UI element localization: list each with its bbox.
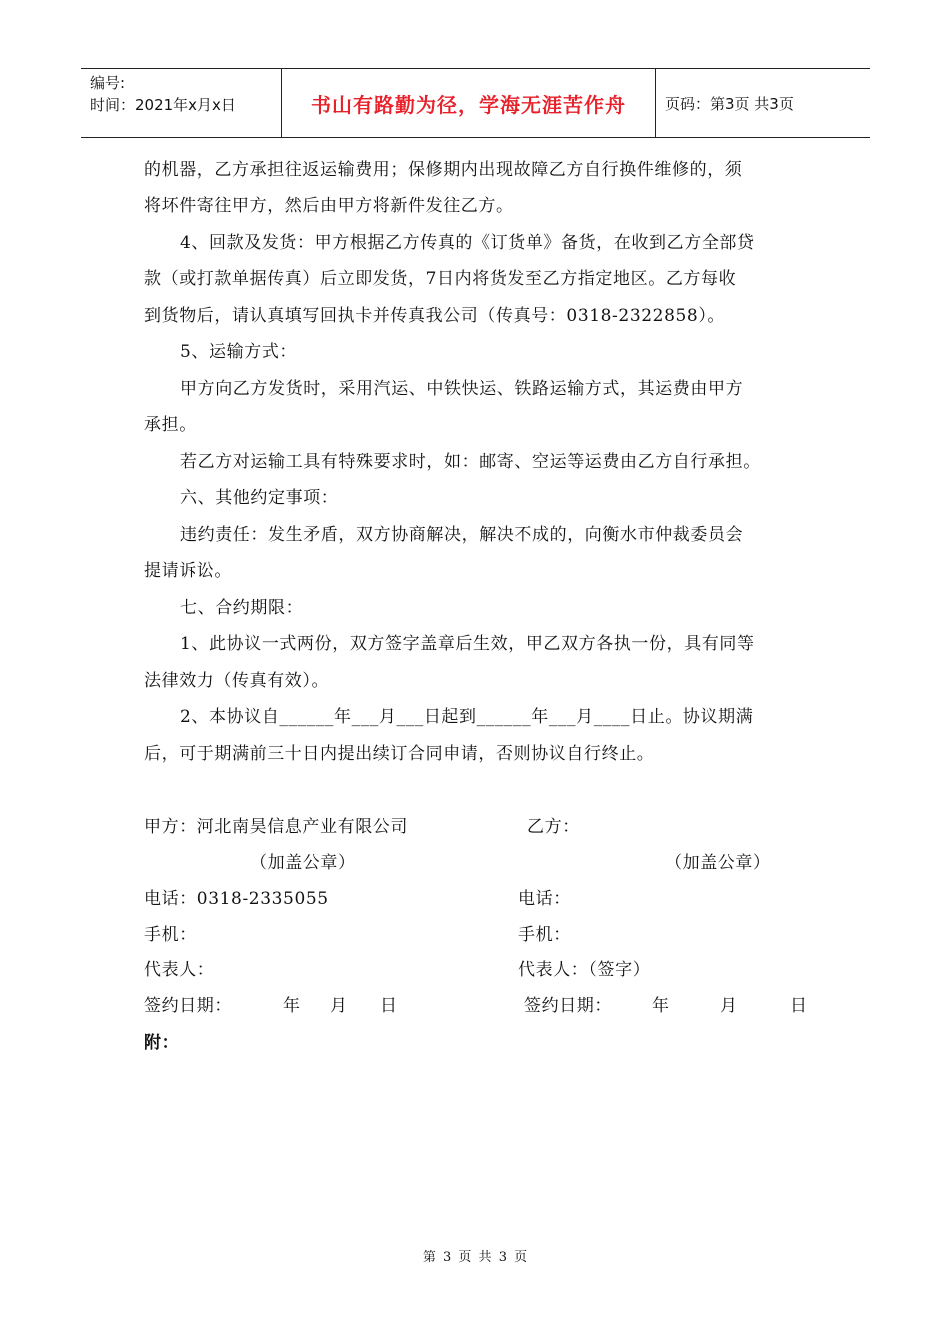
representative-b: 代表人：（签字）	[518, 960, 651, 980]
header-page-info: 页码：第3页 共3页	[665, 94, 794, 113]
party-a: 甲方：河北南昊信息产业有限公司	[144, 817, 408, 837]
date-line: 时间：2021年x月x日	[90, 96, 236, 114]
representative-a: 代表人：	[144, 960, 215, 980]
sign-date-b-day: 日	[790, 996, 808, 1016]
body-line: 的机器，乙方承担往返运输费用；保修期内出现故障乙方自行换件维修的，须	[144, 160, 743, 180]
seal-b: （加盖公章）	[665, 853, 771, 873]
sign-date-a-year: 年	[283, 996, 301, 1016]
body-line: 六、其他约定事项：	[180, 488, 339, 508]
body-line: 七、合约期限：	[180, 598, 304, 618]
sign-date-a-month: 月	[330, 996, 348, 1016]
mobile-a: 手机：	[144, 925, 197, 945]
body-line: 甲方向乙方发货时，采用汽运、中铁快运、铁路运输方式，其运费由甲方	[180, 379, 744, 399]
body-line: 到货物后，请认真填写回执卡并传真我公司（传真号：0318-2322858）。	[144, 306, 726, 326]
body-line: 将坏件寄往甲方，然后由甲方将新件发往乙方。	[144, 196, 514, 216]
body-line: 违约责任：发生矛盾，双方协商解决，解决不成的，向衡水市仲裁委员会	[180, 525, 744, 545]
body-line: 款（或打款单据传真）后立即发货，7日内将货发至乙方指定地区。乙方每收	[144, 269, 737, 289]
body-line: 法律效力（传真有效）。	[144, 671, 330, 691]
body-line: 4、回款及发货：甲方根据乙方传真的《订货单》备货，在收到乙方全部贷	[180, 233, 755, 253]
sign-date-b-label: 签约日期：	[524, 996, 612, 1016]
page-footer: 第 3 页 共 3 页	[422, 1250, 528, 1265]
phone-a: 电话：0318-2335055	[144, 889, 329, 909]
body-line: 若乙方对运输工具有特殊要求时，如：邮寄、空运等运费由乙方自行承担。	[180, 452, 761, 472]
mobile-b: 手机：	[518, 925, 571, 945]
seal-a: （加盖公章）	[250, 853, 356, 873]
party-b: 乙方：	[527, 817, 580, 837]
body-line: 5、运输方式：	[180, 342, 298, 362]
body-line: 2、本协议自______年___月___日起到______年___月____日止。协议期满	[180, 707, 754, 727]
header-motto: 书山有路勤为径，学海无涯苦作舟	[282, 69, 656, 137]
body-line: 承担。	[144, 415, 197, 435]
body-line: 后，可于期满前三十日内提出续订合同申请，否则协议自行终止。	[144, 744, 655, 764]
phone-b: 电话：	[518, 889, 571, 909]
sign-date-b-month: 月	[720, 996, 738, 1016]
sign-date-a-label: 签约日期：	[144, 996, 232, 1016]
body-line: 1、此协议一式两份，双方签字盖章后生效，甲乙双方各执一份，具有同等	[180, 634, 755, 654]
attachment-label: 附：	[144, 1033, 180, 1053]
number-label: 编号:	[90, 74, 126, 92]
body-line: 提请诉讼。	[144, 561, 232, 581]
header-meta	[81, 69, 282, 137]
sign-date-a-day: 日	[380, 996, 398, 1016]
sign-date-b-year: 年	[652, 996, 670, 1016]
page-header	[81, 68, 870, 138]
